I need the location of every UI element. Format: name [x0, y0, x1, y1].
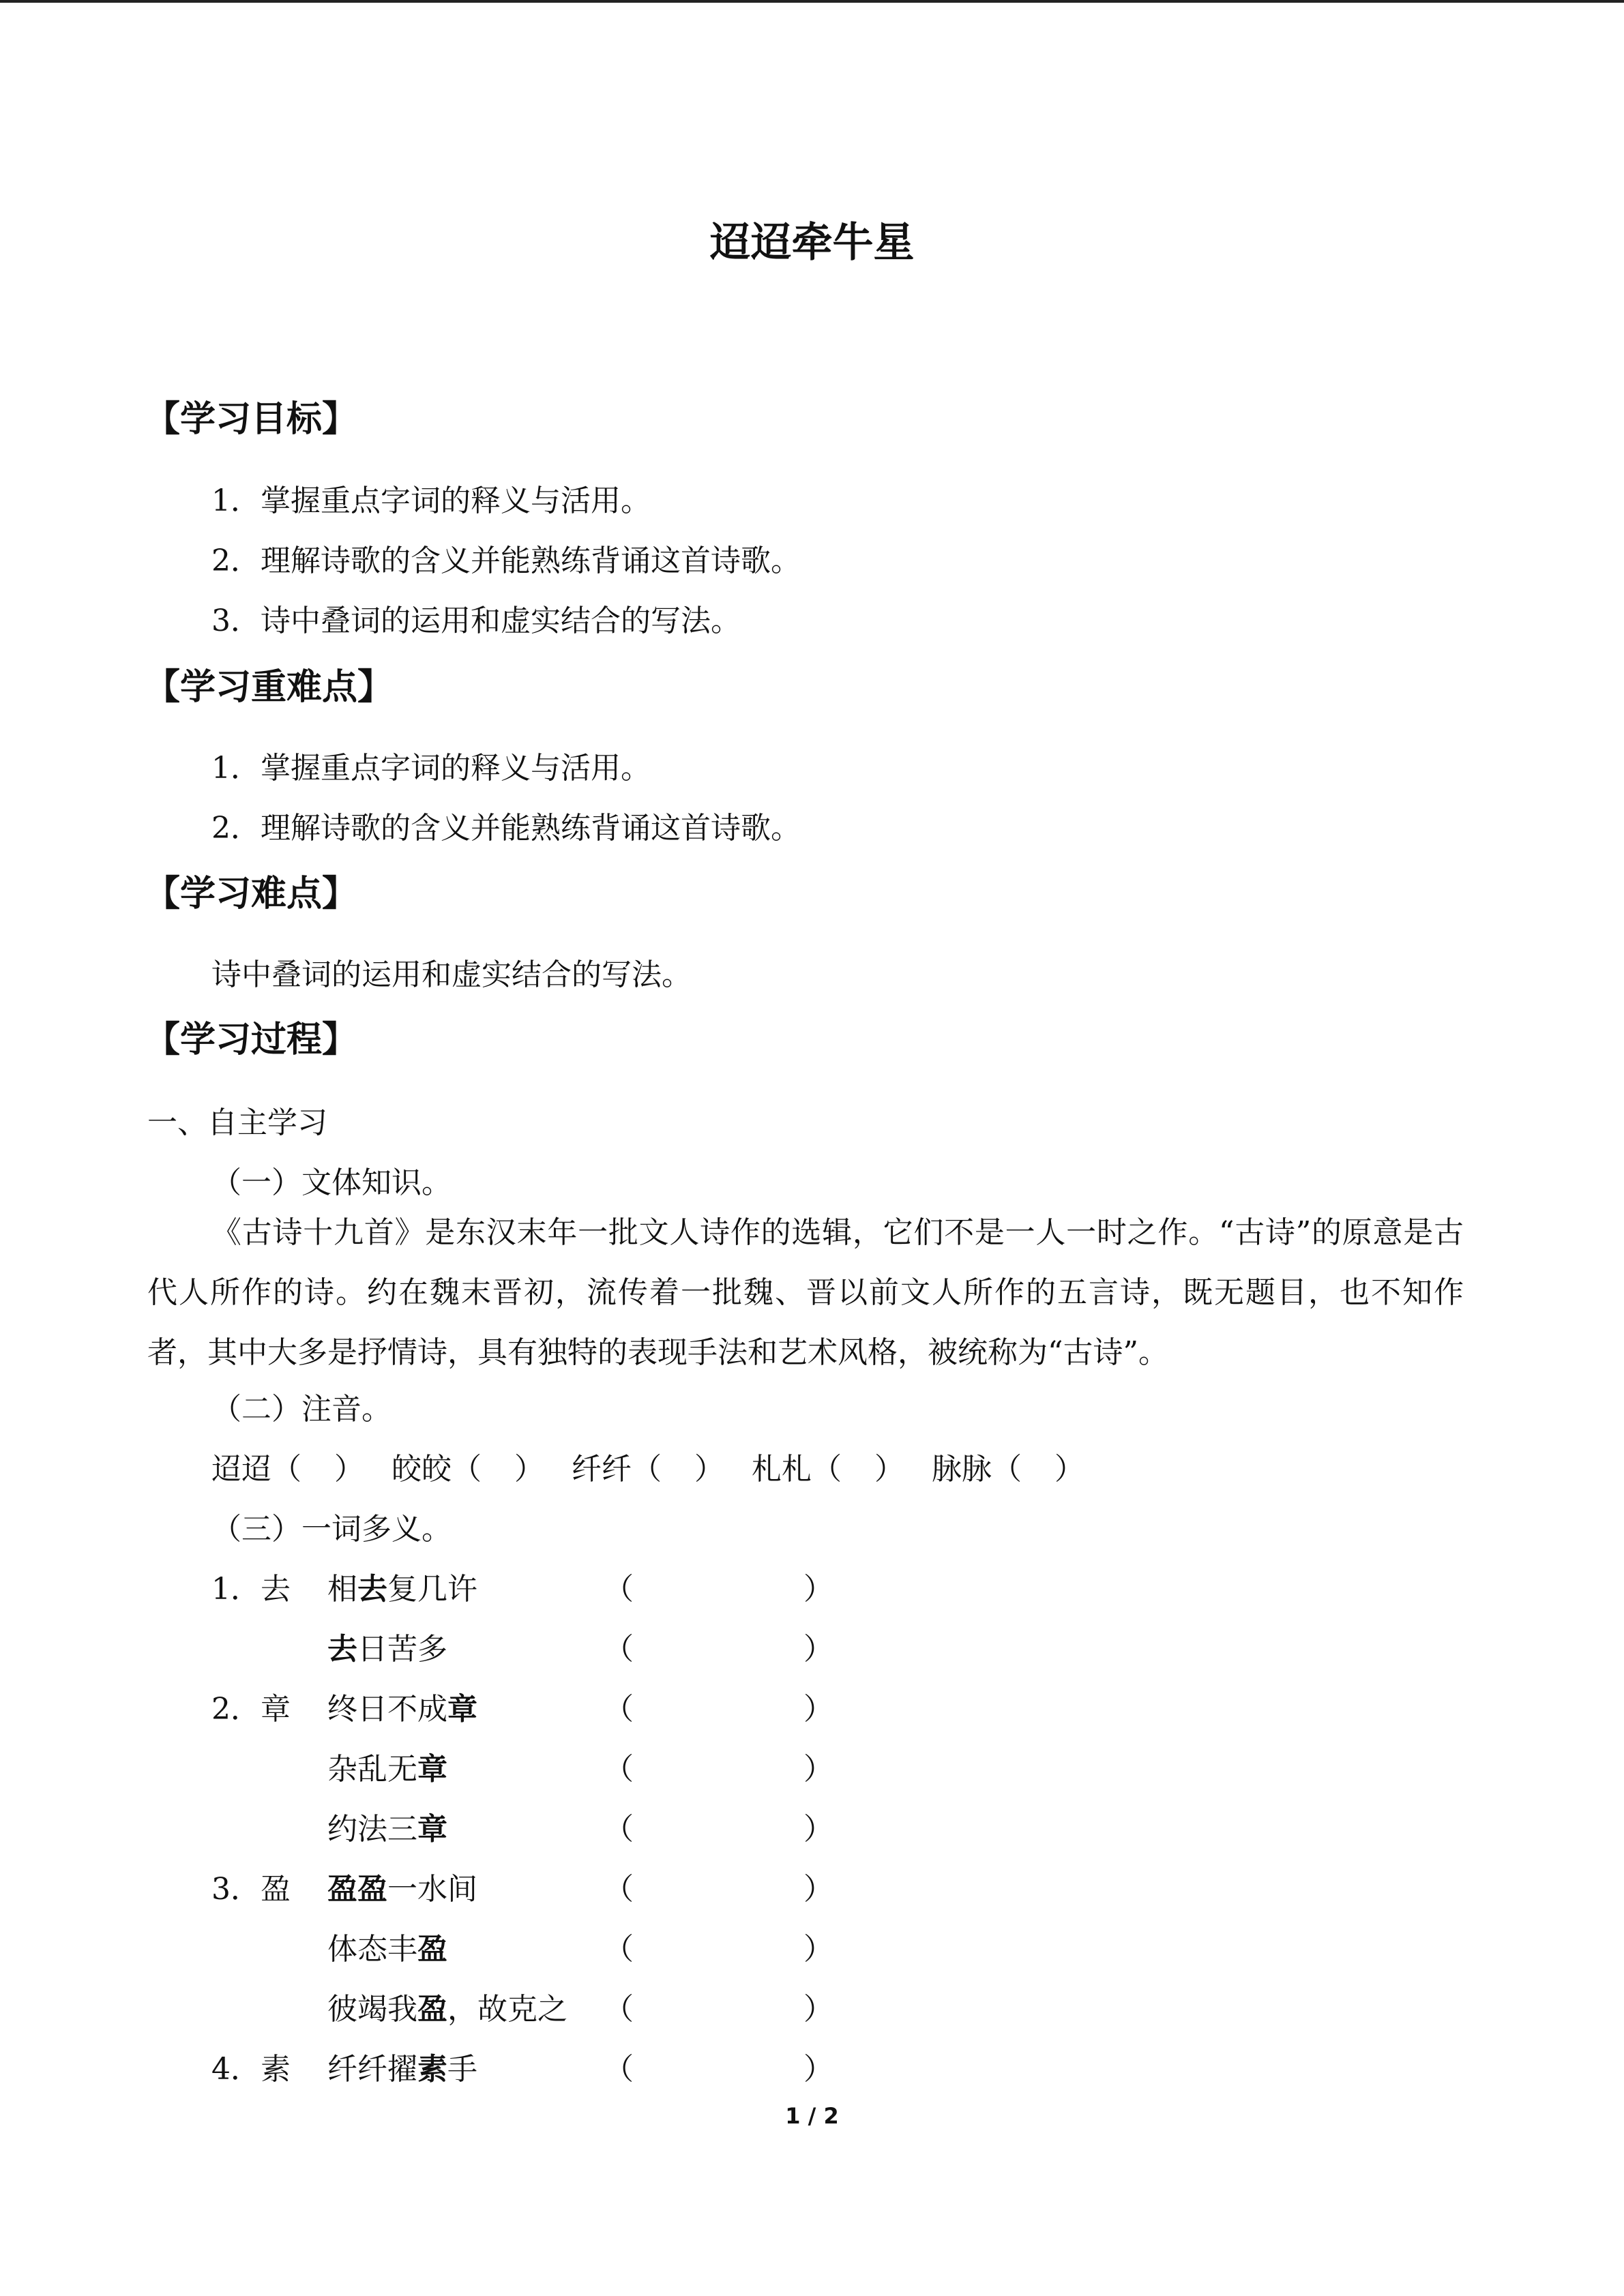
pinyin-word-5: 脉脉 — [932, 1452, 992, 1487]
polysemy-phrase: 体态丰盈 — [327, 1932, 447, 1967]
goal-item-3: 3．诗中叠词的运用和虚实结合的写法。 — [211, 603, 741, 638]
key-point-item-1: 1．掌握重点字词的释义与活用。 — [211, 751, 651, 786]
goal-item-2: 2．理解诗歌的含义并能熟练背诵这首诗歌。 — [211, 543, 801, 578]
pinyin-word-1: 迢迢 — [211, 1452, 271, 1487]
polysemy-phrase: 纤纤擢素手 — [327, 2052, 477, 2087]
genre-paragraph: 《古诗十九首》是东汉末年一批文人诗作的选辑，它们不是一人一时之作。“古诗”的原意是古代人所作的诗。约在魏末晋初，流传着一批魏、晋以前文人所作的五言诗，既无题目，也不知作者，其中大多是抒情诗，具有独特的表现手法和艺术风格，被统称为“古诗”。 — [147, 1215, 1464, 1370]
polysemy-phrase: 终日不成章 — [327, 1692, 477, 1727]
sub-genre-knowledge: （一）文体知识。 — [211, 1165, 452, 1200]
difficulty-text: 诗中叠词的运用和虚实结合的写法。 — [211, 957, 692, 992]
key-point-item-2: 2．理解诗歌的含义并能熟练背诵这首诗歌。 — [211, 811, 801, 846]
pinyin-word-2: 皎皎 — [392, 1452, 452, 1487]
polysemy-phrase: 盈盈一水间 — [327, 1872, 477, 1907]
goal-item-1: 1．掌握重点字词的释义与活用。 — [211, 483, 651, 518]
heading-key-points: 【学习重难点】 — [145, 667, 394, 708]
sub-polysemy: （三）一词多义。 — [211, 1512, 452, 1547]
polysemy-phrase: 杂乱无章 — [327, 1752, 447, 1787]
page-number: 1 / 2 — [785, 2103, 839, 2129]
heading-difficulty: 【学习难点】 — [145, 874, 358, 914]
polysemy-phrase: 相去复几许 — [327, 1572, 477, 1607]
part-self-study: 一、自主学习 — [147, 1105, 327, 1140]
heading-process: 【学习过程】 — [145, 1019, 358, 1060]
document-title: 迢迢牵牛星 — [709, 219, 915, 267]
pinyin-word-3: 纤纤 — [572, 1452, 632, 1487]
sub-pinyin: （二）注音。 — [211, 1392, 392, 1427]
pinyin-row: 迢迢（ ） 皎皎（ ） 纤纤（ ） 札札（ ） 脉脉（ ） — [211, 1452, 1084, 1487]
polysemy-phrase: 彼竭我盈，故克之 — [327, 1992, 567, 2027]
heading-learning-goals: 【学习目标】 — [145, 399, 358, 440]
document-page: 迢迢牵牛星 【学习目标】 1．掌握重点字词的释义与活用。 2．理解诗歌的含义并能熟练背诵这首诗歌。 3．诗中叠词的运用和虚实结合的写法。 【学习重难点】 1．掌握重点字词的释义与活用。 2．理解诗歌的含义并能熟练背诵这首诗歌。 【学习难点】 诗中叠词的运用和虚实结合的写法。 【学习过程】 一、自主学习 （一）文体知识。 《古诗十九首》是东汉末年一批文人诗作的选辑，它们不是一人一时之作。“古诗”的原意是古代人所作的诗。约在魏末晋初，流传着一批魏、晋以前文人所作的五言诗，既无题目，也不知作者，其中大多是抒情诗，具有独特的表现手法和艺术风格，被统称为“古诗”。 （二）注音。 迢迢（ ） 皎皎（ ） 纤纤（ ） 札札（ ） 脉脉（ ） （三）一词多义。 1．去 相去复几许 （ ） 去日苦多 （ ） 2．章 终日不成章 （ ） 杂乱无章 （ ） 约法三章 （ ） 3．盈 盈盈一水间 （ ） 体态丰盈 （ ） 彼竭我盈，故克之 （ ） 4．素 纤纤擢素手 （ ） 1 / 2 — [0, 0, 1624, 2296]
pinyin-word-4: 札札 — [752, 1452, 812, 1487]
polysemy-phrase: 去日苦多 — [327, 1632, 447, 1667]
polysemy-phrase: 约法三章 — [327, 1812, 447, 1847]
